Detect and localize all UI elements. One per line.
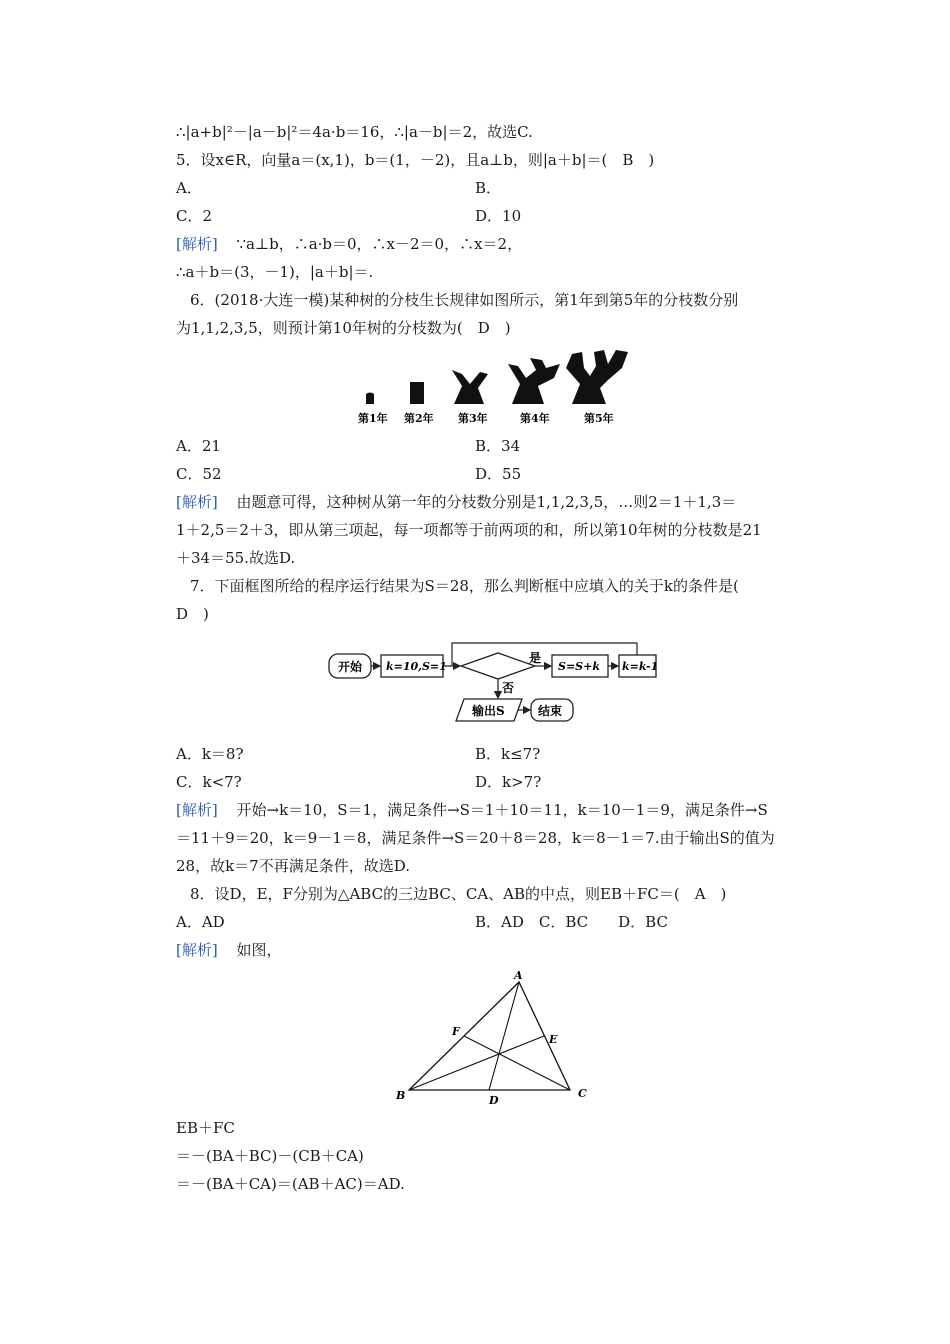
derivation-line3: ＝－(BA＋CA)＝(AB＋AC)＝AD. xyxy=(176,1175,405,1193)
q8-solution-text1: 如图， xyxy=(236,941,282,959)
q7-solution-text1: 开始→k＝10，S＝1，满足条件→S＝1＋10＝11，k＝10－1＝9，满足条件→S xyxy=(236,801,768,819)
question-6-line1: 6．(2018·大连一模)某种树的分枝生长规律如图所示，第1年到第5年的分枝数分别 xyxy=(190,291,739,309)
flow-no-label: 否 xyxy=(502,681,515,695)
q5-option-c: C．2 xyxy=(176,207,213,225)
q5-solution-text1: ∵a⊥b，∴a·b＝0，∴x－2＝0，∴x＝2， xyxy=(236,235,523,253)
q7-option-b: B．k≤7? xyxy=(475,745,541,763)
question-7-line2: D ) xyxy=(176,605,209,623)
svg-text:k=k-1: k=k-1 xyxy=(622,660,659,673)
label-f: F xyxy=(452,1025,460,1038)
svg-text:结束: 结束 xyxy=(538,704,563,718)
tree-year-3 xyxy=(452,370,488,404)
solution-tag: [解析] xyxy=(176,235,218,253)
q6-option-c: C．52 xyxy=(176,465,222,483)
tree-label-4: 第4年 xyxy=(520,412,550,425)
q6-option-a: A．21 xyxy=(176,437,221,455)
question-8: 8．设D，E，F分别为△ABC的三边BC、CA、AB的中点，则EB＋FC＝( A ) xyxy=(190,885,727,903)
tree-year-1 xyxy=(366,393,374,405)
label-a: A xyxy=(514,969,523,982)
tree-label-5: 第5年 xyxy=(584,412,614,425)
q8-options-bcd: B．AD C．BC D．BC xyxy=(475,913,668,931)
question-5: 5．设x∈R，向量a＝(x,1)，b＝(1，－2)，且a⊥b，则|a＋b|＝( B ) xyxy=(176,151,655,169)
solution-tag: [解析] xyxy=(176,941,218,959)
derivation-line2: ＝－(BA＋BC)－(CB＋CA) xyxy=(176,1147,364,1165)
label-e: E xyxy=(549,1033,558,1046)
triangle-figure xyxy=(390,966,595,1108)
median-ad xyxy=(489,982,519,1090)
q7-solution-line3: 28，故k＝7不再满足条件，故选D. xyxy=(176,857,410,875)
q7-solution-line1 xyxy=(176,800,768,820)
q7-option-d: D．k>7? xyxy=(475,773,542,791)
solution-tag: [解析] xyxy=(176,493,218,511)
q6-option-b: B．34 xyxy=(475,437,521,455)
solution-tag: [解析] xyxy=(176,801,218,819)
q6-solution-text1: 由题意可得，这种树从第一年的分枝数分别是1,1,2,3,5，…则2＝1＋1,3＝ xyxy=(236,493,737,511)
label-d: D xyxy=(489,1094,499,1107)
median-be xyxy=(409,1036,544,1090)
q6-solution-line1 xyxy=(176,492,736,512)
tree-growth-figure xyxy=(350,346,640,428)
q7-option-a: A．k＝8? xyxy=(176,745,244,763)
q5-option-b: B． xyxy=(475,179,502,197)
question-7-line1: 7．下面框图所给的程序运行结果为S＝28，那么判断框中应填入的关于k的条件是( xyxy=(190,577,739,595)
svg-text:S=S+k: S=S+k xyxy=(558,660,600,673)
q5-option-d: D．10 xyxy=(475,207,522,225)
q7-option-c: C．k<7? xyxy=(176,773,242,791)
derivation-line1: EB＋FC xyxy=(176,1119,235,1137)
flowchart-figure xyxy=(326,640,661,726)
question-6-line2: 为1,1,2,3,5，则预计第10年树的分枝数为( D ) xyxy=(176,319,511,337)
tree-year-5 xyxy=(566,350,628,404)
q8-solution-line1 xyxy=(176,940,282,960)
triangle-abc xyxy=(409,982,570,1090)
flow-yes-label: 是 xyxy=(529,651,542,665)
tree-year-2 xyxy=(410,382,424,404)
svg-text:k=10,S=1: k=10,S=1 xyxy=(386,660,447,673)
label-c: C xyxy=(578,1087,587,1100)
tree-label-1: 第1年 xyxy=(358,412,388,425)
q6-solution-line3: ＋34＝55.故选D. xyxy=(176,549,296,567)
q8-option-a: A．AD xyxy=(176,913,225,931)
q5-solution-line1 xyxy=(176,234,522,254)
q6-option-d: D．55 xyxy=(475,465,522,483)
q5-option-a: A． xyxy=(176,179,202,197)
tree-label-2: 第2年 xyxy=(404,412,434,425)
flow-decision xyxy=(461,653,535,679)
svg-text:开始: 开始 xyxy=(338,660,363,674)
tree-label-3: 第3年 xyxy=(458,412,488,425)
q6-solution-line2: 1＋2,5＝2＋3，即从第三项起，每一项都等于前两项的和，所以第10年树的分枝数是21 xyxy=(176,521,762,539)
q7-solution-line2: ＝11＋9＝20，k＝9－1＝8，满足条件→S＝20＋8＝28，k＝8－1＝7.由于输出S的值为 xyxy=(176,829,775,847)
q5-solution-line2: ∴a＋b＝(3，－1)，|a＋b|＝. xyxy=(176,263,374,281)
label-b: B xyxy=(396,1089,406,1102)
line-conclusion: ∴|a+b|²－|a－b|²＝4a·b＝16，∴|a－b|＝2，故选C. xyxy=(176,123,533,141)
tree-year-4 xyxy=(508,358,560,404)
svg-text:输出S: 输出S xyxy=(472,704,505,718)
